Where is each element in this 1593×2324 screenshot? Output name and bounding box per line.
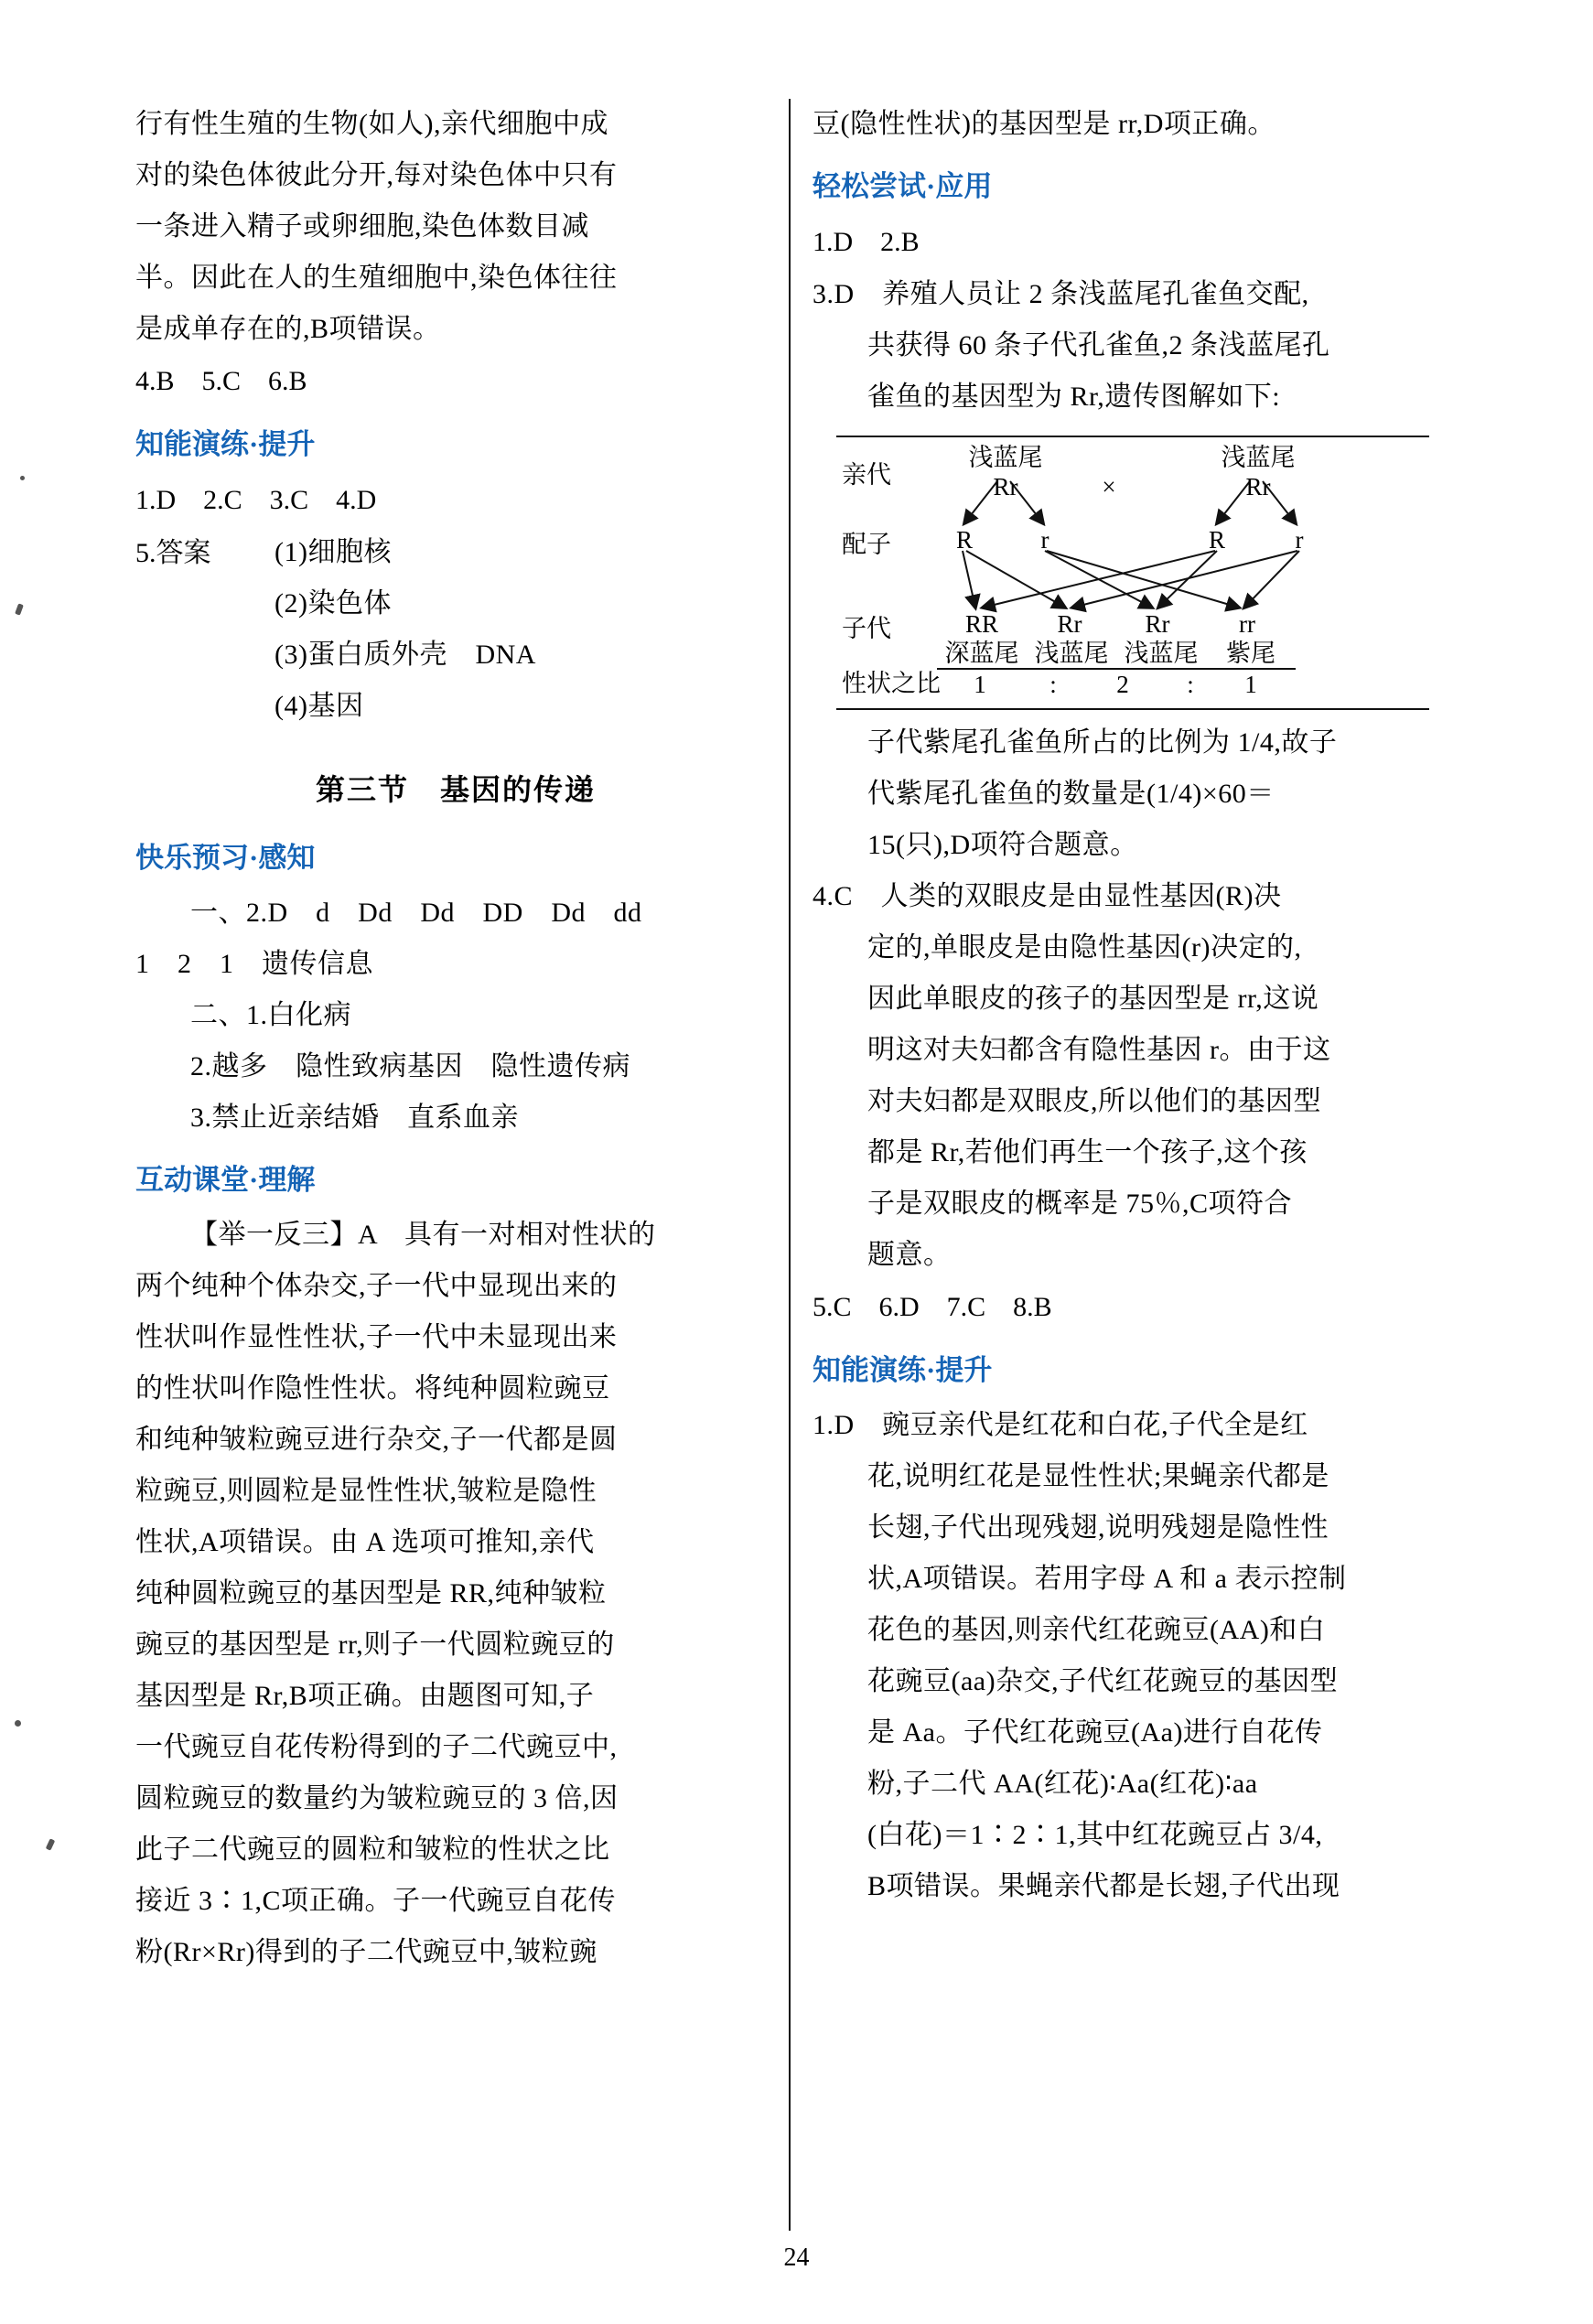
class-paragraph-line: 纯种圆粒豌豆的基因型是 RR,纯种皱粒: [135, 1578, 607, 1609]
preview-line: 一、2.D d Dd Dd DD Dd dd: [190, 898, 642, 928]
q1-line: 是 Aa。子代红花豌豆(Aa)进行自花传: [867, 1717, 1323, 1748]
section-heading-try: 轻松尝试·应用: [813, 170, 993, 202]
ratio-sep-2: :: [1187, 671, 1194, 698]
class-paragraph-line: 【举一反三】A 具有一对相对性状的: [190, 1220, 656, 1250]
class-paragraph-line: 粉(Rr×Rr)得到的子二代豌豆中,皱粒豌: [135, 1937, 597, 1967]
skill-q5-item-2: (2)染色体: [274, 588, 392, 619]
diagram-row-label-offspring: 子代: [842, 615, 891, 642]
class-paragraph-line: 圆粒豌豆的数量约为皱粒豌豆的 3 倍,因: [135, 1783, 619, 1813]
offspring-genotype-2: Rr: [1057, 610, 1082, 638]
diagram-row-label-gamete: 配子: [842, 531, 891, 558]
offspring-trait-1: 深蓝尾: [937, 639, 1027, 670]
section-heading-skill-right: 知能演练·提升: [813, 1354, 993, 1386]
paragraph-line: 半。因此在人的生殖细胞中,染色体往往: [135, 263, 618, 293]
parent-name-left: 浅蓝尾: [968, 444, 1043, 471]
margin-dot: [20, 476, 25, 480]
paragraph-line: 是成单存在的,B项错误。: [135, 314, 441, 344]
preview-line: 3.禁止近亲结婚 直系血亲: [190, 1103, 519, 1133]
left-column: [135, 99, 776, 1978]
margin-dot: [15, 603, 24, 615]
q1-line: 1.D 豌豆亲代是红花和白花,子代全是红: [813, 1410, 1308, 1440]
class-paragraph-line: 基因型是 Rr,B项正确。由题图可知,子: [135, 1681, 595, 1711]
gamete-2: r: [1040, 526, 1049, 554]
class-paragraph-line: 和纯种皱粒豌豆进行杂交,子一代都是圆: [135, 1425, 618, 1455]
q3-after-line: 15(只),D项符合题意。: [867, 830, 1138, 860]
q1-line: 花豌豆(aa)杂交,子代红花豌豆的基因型: [867, 1666, 1339, 1696]
try-q3-line: 3.D 养殖人员让 2 条浅蓝尾孔雀鱼交配,: [813, 279, 1309, 309]
offspring-genotype-1: RR: [964, 610, 999, 638]
q1-line: 长翅,子代出现残翅,说明残翅是隐性性: [867, 1512, 1329, 1543]
skill-q5-item-4: (4)基因: [274, 691, 364, 721]
offspring-trait-3: 浅蓝尾: [1116, 639, 1206, 670]
ratio-sep-1: :: [1049, 671, 1057, 698]
class-paragraph-line: 性状,A项错误。由 A 选项可推知,亲代: [135, 1527, 595, 1557]
section-heading-class: 互动课堂·理解: [135, 1164, 316, 1196]
class-paragraph-line: 此子二代豌豆的圆粒和皱粒的性状之比: [135, 1834, 610, 1865]
skill-q5-label: 5.答案: [135, 538, 211, 568]
parent-genotype-left: Rr: [993, 473, 1018, 500]
paragraph-line: 行有性生殖的生物(如人),亲代细胞中成: [135, 109, 608, 139]
genetics-cross-diagram: [836, 436, 1429, 710]
margin-dot: [15, 1720, 21, 1727]
continued-line: 豆(隐性性状)的基因型是 rr,D项正确。: [813, 109, 1275, 139]
skill-q5-item-1: (1)细胞核: [274, 537, 392, 567]
gamete-1: R: [955, 526, 973, 554]
answers-5678: 5.C 6.D 7.C 8.B: [813, 1292, 1052, 1322]
q4-line: 4.C 人类的双眼皮是由显性基因(R)决: [813, 881, 1282, 911]
q1-line: 花,说明红花是显性性状;果蝇亲代都是: [867, 1461, 1329, 1491]
diagram-row-label-ratio: 性状之比: [842, 670, 941, 697]
parent-genotype-right: Rr: [1245, 473, 1271, 500]
ratio-2: 2: [1116, 671, 1129, 698]
q4-line: 题意。: [867, 1240, 952, 1270]
q3-after-line: 代紫尾孔雀鱼的数量是(1/4)×60＝: [867, 779, 1275, 809]
q1-line: 花色的基因,则亲代红花豌豆(AA)和白: [867, 1615, 1326, 1645]
ratio-3: 1: [1244, 671, 1257, 698]
class-paragraph-line: 两个纯种个体杂交,子一代中显现出来的: [135, 1271, 618, 1301]
offspring-trait-2: 浅蓝尾: [1027, 639, 1116, 670]
skill-q5-item-3: (3)蛋白质外壳 DNA: [274, 640, 536, 670]
class-paragraph-line: 豌豆的基因型是 rr,则子一代圆粒豌豆的: [135, 1630, 615, 1660]
ratio-1: 1: [974, 671, 986, 698]
paragraph-line: 对的染色体彼此分开,每对染色体中只有: [135, 160, 618, 190]
section-heading-skill: 知能演练·提升: [135, 428, 316, 460]
preview-line: 二、1.白化病: [190, 1000, 351, 1030]
paragraph-line: 一条进入精子或卵细胞,染色体数目减: [135, 211, 589, 242]
class-paragraph-line: 接近 3∶1,C项正确。子一代豌豆自花传: [135, 1886, 617, 1916]
offspring-genotype-4: rr: [1239, 610, 1255, 638]
q4-line: 因此单眼皮的孩子的基因型是 rr,这说: [867, 984, 1319, 1014]
column-divider: [789, 99, 791, 2231]
class-paragraph-line: 的性状叫作隐性性状。将纯种圆粒豌豆: [135, 1373, 610, 1404]
q4-line: 都是 Rr,若他们再生一个孩子,这个孩: [867, 1137, 1308, 1167]
q4-line: 子是双眼皮的概率是 75％,C项符合: [867, 1189, 1293, 1219]
class-paragraph-line: 一代豌豆自花传粉得到的子二代豌豆中,: [135, 1732, 618, 1762]
skill-answers: 1.D 2.C 3.C 4.D: [135, 485, 377, 515]
offspring-trait-4: 紫尾: [1206, 639, 1296, 670]
q1-line: 状,A项错误。若用字母 A 和 a 表示控制: [867, 1564, 1347, 1594]
q3-after-line: 子代紫尾孔雀鱼所占的比例为 1/4,故子: [867, 727, 1338, 758]
q4-line: 对夫妇都是双眼皮,所以他们的基因型: [867, 1086, 1321, 1116]
right-column: [813, 99, 1453, 1912]
gamete-4: r: [1295, 526, 1304, 554]
offspring-genotype-3: Rr: [1145, 610, 1170, 638]
chapter-title: 第三节 基因的传递: [315, 773, 596, 806]
diagram-row-label-parent: 亲代: [842, 461, 891, 489]
margin-dot: [46, 1838, 56, 1850]
q1-line: 粉,子二代 AA(红花)∶Aa(红花)∶aa: [867, 1769, 1258, 1799]
class-paragraph-line: 性状叫作显性性状,子一代中未显现出来: [135, 1322, 618, 1352]
page-number: 24: [783, 2243, 810, 2272]
try-q3-line: 雀鱼的基因型为 Rr,遗传图解如下:: [867, 382, 1281, 412]
gamete-3: R: [1208, 526, 1225, 554]
try-answers-12: 1.D 2.B: [813, 227, 920, 257]
answer-line-456: 4.B 5.C 6.B: [135, 366, 307, 396]
q4-line: 明这对夫妇都含有隐性基因 r。由于这: [867, 1035, 1331, 1065]
cross-symbol: ×: [1102, 473, 1116, 500]
class-paragraph-line: 粒豌豆,则圆粒是显性性状,皱粒是隐性: [135, 1476, 597, 1506]
parent-name-right: 浅蓝尾: [1221, 444, 1296, 471]
q1-line: B项错误。果蝇亲代都是长翅,子代出现: [867, 1871, 1340, 1901]
preview-line: 2.越多 隐性致病基因 隐性遗传病: [190, 1051, 630, 1081]
section-heading-preview: 快乐预习·感知: [135, 842, 316, 874]
q4-line: 定的,单眼皮是由隐性基因(r)决定的,: [867, 932, 1302, 963]
try-q3-line: 共获得 60 条子代孔雀鱼,2 条浅蓝尾孔: [867, 330, 1330, 360]
preview-line: 1 2 1 遗传信息: [135, 949, 373, 979]
q1-line: (白花)＝1∶2∶1,其中红花豌豆占 3/4,: [867, 1820, 1323, 1850]
